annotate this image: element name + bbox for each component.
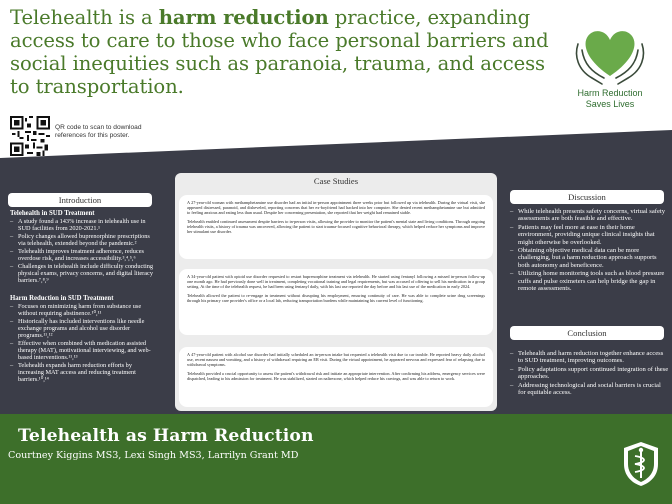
case-studies-heading: Case Studies [313,176,359,186]
conclusion-heading: Conclusion [510,326,664,340]
case-study-3 [179,347,493,407]
intro-list-telehealth [10,218,154,284]
case-paragraph: Telehealth provided a crucial opportunity to assess the patient's withdrawal risk and initiate an appropriate intervention. After confirming his address, emergency services were dispatched, leading to his admission for treatment. He was stabilized, started on naltrexone, which helped reduce his cravings, and was able to return to work. [187,371,485,382]
discussion-body [509,208,669,293]
list-item: – While telehealth presents safety concerns, virtual safety assessments are both feasible and effective. [509,208,669,223]
case-studies-panel [175,173,497,411]
case-paragraph: Telehealth enabled continued assessment despite barriers to in-person visits, allowing the provider to monitor the patient's mental state and living conditions. Through ongoing telehealth visits, a history of trauma was uncovered, allowing the patient to start trauma-focused cognitive behavioral therapy, which helped reduce her symptoms and improve her stimulant use disorder. [187,219,485,235]
case-study-2 [179,269,493,335]
list-item: – Telehealth improves treatment adherence, reduces overdose risk, and increases accessibility.³,⁴,⁵,⁶ [10,248,154,262]
case-paragraph: A 34-year-old patient with opioid use disorder requested to restart buprenorphine treatment via telehealth. He started using fentanyl following a missed in-person follow-up one month ago. He had previously done well in treatment, completing vocational training and legal requirements, but was accused of offering to sell his medication in a group setting. At the time of the telehealth request, he had been using fentanyl daily, with his last use reported the day before and his last use of the medication in early 2024. [187,274,485,290]
list-item: – Utilizing home monitoring tools such as blood pressure cuffs and pulse oximeters can help bridge the gap in remote assessments. [509,270,669,292]
case-paragraph: A 27-year-old woman with methamphetamine use disorder had an initial in-person appointment three weeks prior but followed up via telehealth. During the virtual visit, she appeared distressed, paranoid, and disheveled, reporting concerns that her ex-boyfriend had hacked into her computer. She denied recent methamphetamine use but admitted to feeling anxious and eating less than usual. Despite her concerning presentation, she reported that her weight had remained stable. [187,200,485,216]
intro-list-harm-reduction [10,303,154,384]
discussion-list [509,208,669,292]
list-item: – Policy adaptations support continued integration of these approaches. [509,366,669,381]
list-item: – Focuses on minimizing harm from substance use without requiring abstinence.¹⁰,¹¹ [10,303,154,317]
diagonal-divider [0,130,672,170]
logo-caption: Harm Reduction Saves Lives [577,88,643,109]
headline-bold: harm reduction [158,6,329,29]
discussion-heading: Discussion [510,190,664,204]
list-item: – Addressing technological and social barriers is crucial for equitable access. [509,382,669,397]
conclusion-list [509,350,669,396]
list-item: – Policy changes allowed buprenorphine prescriptions via telehealth, extended beyond the pandemic.² [10,233,154,247]
introduction-heading: Introduction [8,193,152,207]
introduction-body [4,210,154,420]
intro-section-title: Harm Reduction in SUD Treatment [10,294,114,302]
intro-section-title: Telehealth in SUD Treatment [10,210,95,217]
list-item: – Telehealth expands harm reduction efforts by increasing MAT access and reducing treatment barriers.¹⁰,¹⁴ [10,362,154,384]
list-item: – Obtaining objective medical data can be more challenging, but a harm reduction approach supports both autonomy and beneficence. [509,247,669,269]
heart-icon [586,31,635,76]
footer-authors: Courtney Kiggins MS3, Lexi Singh MS3, Larrilyn Grant MD [8,450,299,461]
list-item: – A study found a 143% increase in telehealth use in SUD facilities from 2020-2021.¹ [10,218,154,232]
case-paragraph: A 47-year-old patient with alcohol use disorder had initially scheduled an in-person intake but requested a telehealth visit due to car trouble. He reported heavy daily alcohol use, recent nausea and vomiting, and a history of withdrawal requiring an ER visit. During the virtual appointment, he appeared nervous and expressed fear of relapsing due to withdrawal symptoms. [187,352,485,368]
conclusion-body [509,350,669,397]
case-study-1 [179,195,493,259]
case-paragraph: Telehealth allowed the patient to re-engage in treatment without disrupting his employment, ensuring continuity of care. He was able to complete urine drug screenings through his primary care provider's office or a local lab, reducing transportation burdens while maintaining his current level of functioning. [187,293,485,304]
list-item: – Patients may feel more at ease in their home environment, providing unique clinical insights that might otherwise be overlooked. [509,224,669,246]
medical-caduceus-icon [620,440,662,488]
footer-title: Telehealth as Harm Reduction [18,426,314,446]
list-item: – Challenges in telehealth include difficulty conducting physical exams, privacy concerns, and digital literacy barriers.⁷,⁸,⁹ [10,263,154,285]
list-item: – Historically has included interventions like needle exchange programs and alcohol use disorder programs.¹¹,¹² [10,318,154,340]
qr-caption: QR code to scan to download references for this poster. [55,124,142,140]
list-item: – Telehealth and harm reduction together enhance access to SUD treatment, improving outcomes. [509,350,669,365]
poster-headline: Telehealth is a harm reduction practice, expanding access to care to those who face personal barriers and social inequities such as paranoia, trauma, and access to transportation. [10,6,549,98]
list-item: – Effective when combined with medication assisted therapy (MAT), motivational interviewing, and web-based interventions.¹¹,¹³ [10,340,154,362]
